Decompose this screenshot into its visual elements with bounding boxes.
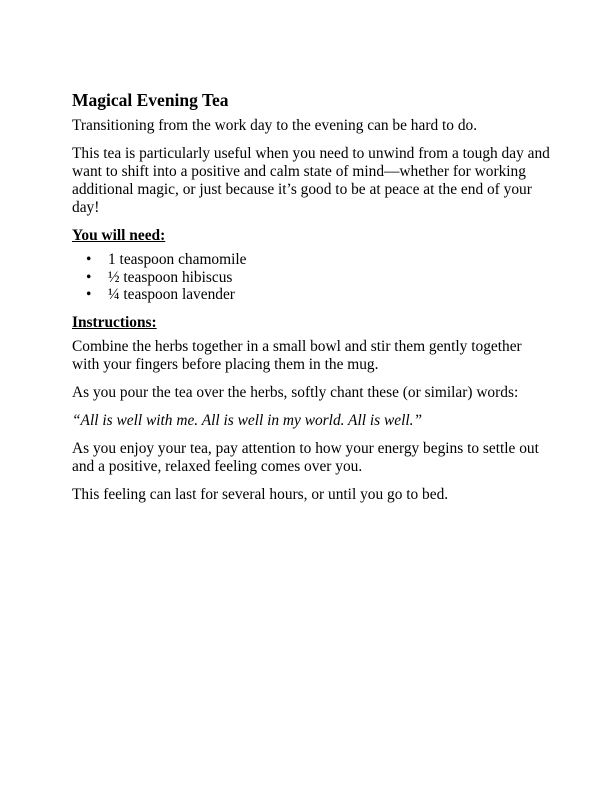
step-paragraph: As you pour the tea over the herbs, softly chant these (or similar) words: <box>72 383 519 401</box>
ingredient-list <box>72 251 552 304</box>
intro-paragraph: Transitioning from the work day to the evening can be hard to do. <box>72 117 478 134</box>
closing-paragraph: This feeling can last for several hours, or until you go to bed. <box>72 485 449 503</box>
description-paragraph: This tea is particularly useful when you need to unwind from a tough day and want to shift into a positive and calm state of mind—whether for working additional magic, or just because it’s good to be at peace at the end of your day! <box>72 145 550 216</box>
ingredient-item-lavender <box>72 286 552 304</box>
ingredient-label: 1 teaspoon chamomile <box>108 251 247 268</box>
ingredient-item-hibiscus <box>72 269 552 287</box>
document-title: Magical Evening Tea <box>72 90 229 110</box>
bullet-icon: • <box>86 251 92 268</box>
chant-quote: “All is well with me. All is well in my world. All is well.” <box>72 411 423 429</box>
step-paragraph: Combine the herbs together in a small bowl and stir them gently together with your fingers before placing them in the mug. <box>72 337 522 373</box>
closing-paragraph: As you enjoy your tea, pay attention to how your energy begins to settle out and a positive, relaxed feeling comes over you. <box>72 439 539 475</box>
document-page <box>72 90 552 514</box>
bullet-icon: • <box>86 268 92 286</box>
bullet-icon: • <box>86 286 92 303</box>
ingredient-item-chamomile <box>72 251 552 269</box>
ingredient-label: ¼ teaspoon lavender <box>108 286 235 303</box>
ingredient-label: ½ teaspoon hibiscus <box>108 268 233 286</box>
ingredients-heading: You will need: <box>72 227 166 244</box>
instructions-heading: Instructions: <box>72 313 157 331</box>
